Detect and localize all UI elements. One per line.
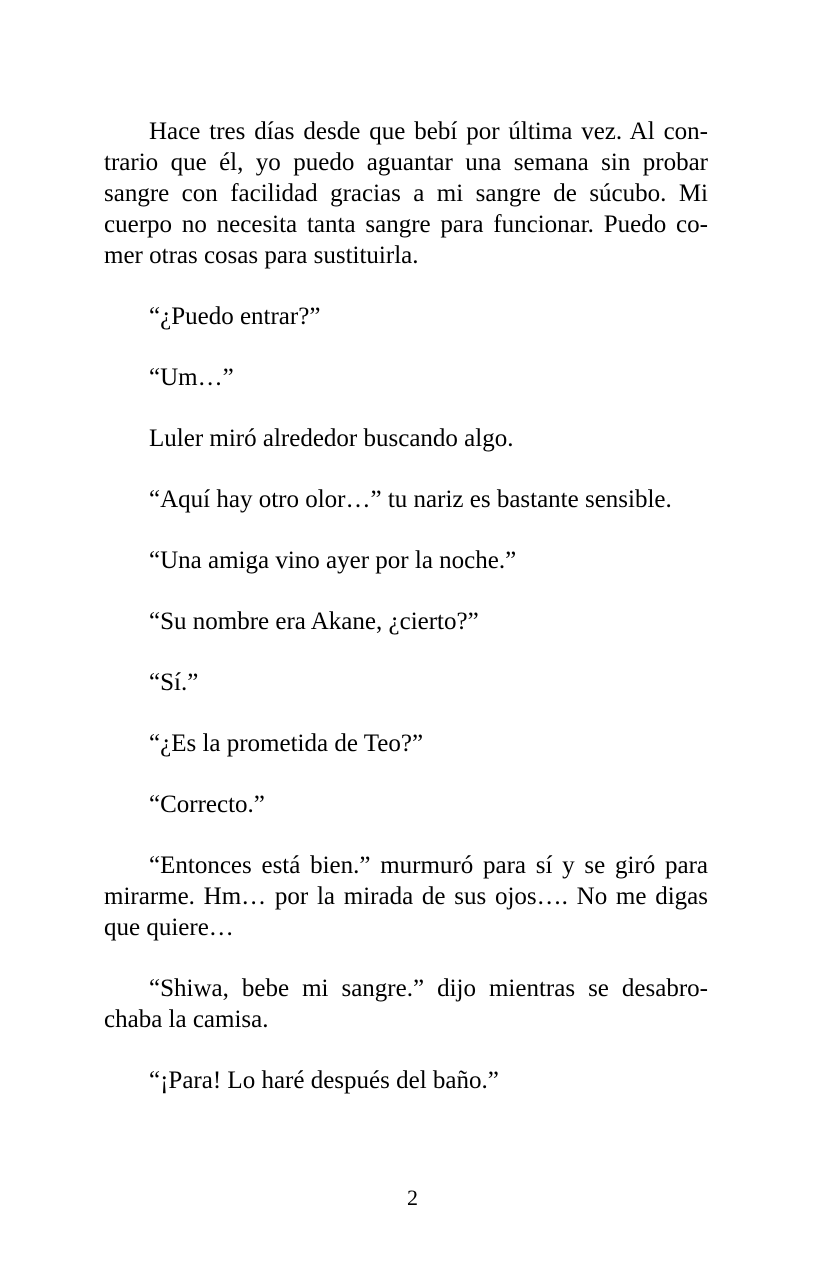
paragraph: “Sí.” <box>149 669 199 696</box>
paragraph: “Entonces está bien.” murmuró para sí y se giró para mirarme. Hm… por la mirada de sus ojos…. No me digas que quiere… <box>104 852 708 941</box>
paragraph: “Correcto.” <box>149 791 265 818</box>
paragraph: “¡Para! Lo haré después del baño.” <box>149 1067 499 1094</box>
paragraph: Luler miró alrededor buscando algo. <box>149 425 514 452</box>
paragraph: Hace tres días desde que bebí por última vez. Al contrario que él, yo puedo aguantar una semana sin probar sangre con facilidad gracias a mi sangre de súcubo. Mi cuerpo no necesita tanta sangre para funcionar. Puedo comer otras cosas para sustituirla. <box>104 118 708 269</box>
paragraph: “Aquí hay otro olor…” tu nariz es bastante sensible. <box>149 486 672 513</box>
paragraph: “Um…” <box>149 364 234 391</box>
paragraph: “Su nombre era Akane, ¿cierto?” <box>149 608 479 635</box>
paragraph: “Shiwa, bebe mi sangre.” dijo mientras se desabrochaba la camisa. <box>104 975 708 1033</box>
page-number: 2 <box>407 1185 418 1210</box>
paragraph: “¿Puedo entrar?” <box>149 303 321 330</box>
paragraph: “Una amiga vino ayer por la noche.” <box>149 547 517 574</box>
body-text <box>104 116 708 1126</box>
paragraph: “¿Es la prometida de Teo?” <box>149 730 424 757</box>
